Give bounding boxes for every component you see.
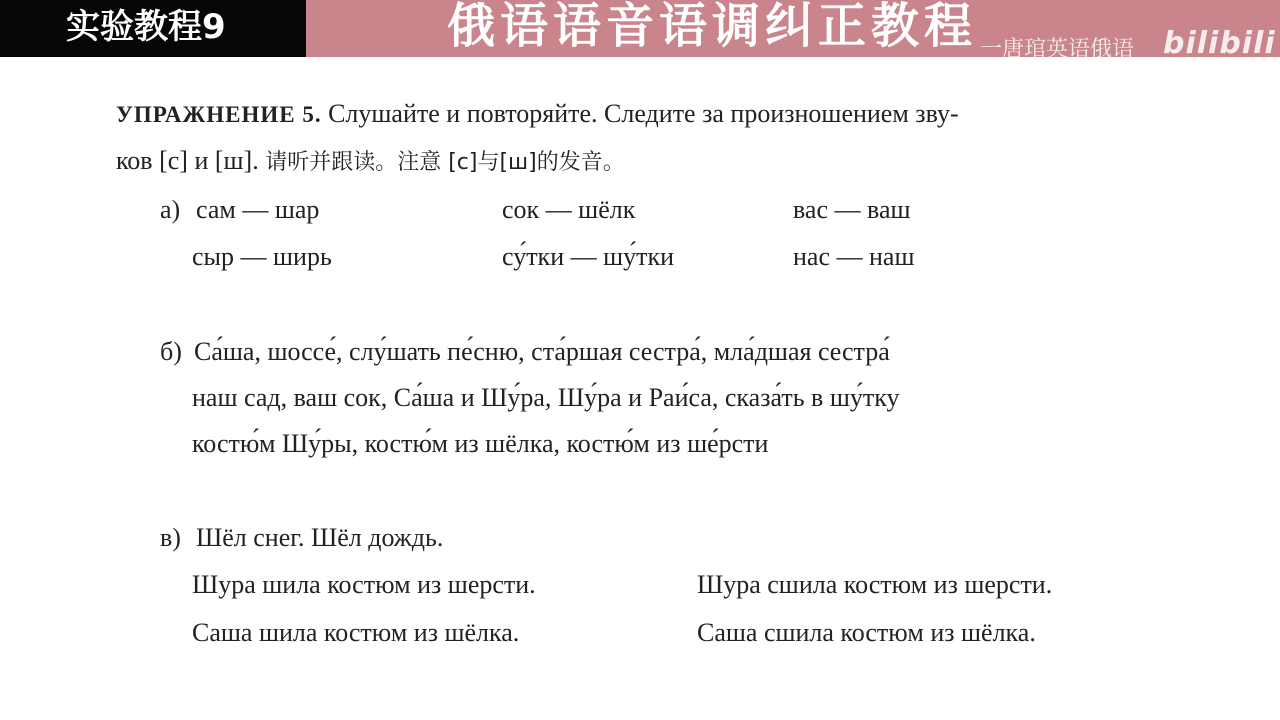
word-pair: сыр — ширь (192, 242, 332, 271)
instruction-chinese: 请听并跟读。注意 [с]与[ш]的发音。 (265, 150, 625, 175)
sentence-line: Саша шила костюм из шёлка. (192, 618, 520, 647)
sentence-line: Шура сшила костюм из шерсти. (697, 570, 1053, 599)
video-header-bar (0, 0, 1280, 62)
word-pair: вас — ваш (793, 195, 911, 224)
sentence-line: Шёл снег. Шёл дождь. (196, 523, 444, 552)
exercise-label: УПРАЖНЕНИЕ 5. (116, 102, 322, 127)
bilibili-logo: bilibili (1163, 26, 1276, 61)
exercise-instruction-line-2 (116, 146, 625, 178)
course-title: 俄语语音语调纠正教程 (447, 0, 978, 54)
exercise-instruction-line-1 (116, 99, 959, 130)
part-a-marker: а) (160, 195, 181, 224)
part-c-marker: в) (160, 523, 181, 552)
sentence-line: Саша сшила костюм из шёлка. (697, 618, 1036, 647)
instruction-sounds: ков [с] и [ш]. (116, 146, 259, 175)
word-pair: сам — шар (196, 195, 320, 224)
part-b-marker: б) (160, 337, 182, 366)
word-pair: су́тки — шу́тки (502, 242, 675, 271)
phrase-line: костю́м Шу́ры, костю́м из шёлка, костю́м из ше́рсти (192, 429, 769, 458)
instruction-text: Слушайте и повторяйте. Следите за произношением зву- (328, 99, 959, 128)
lesson-number-badge: 实验教程9 (0, 0, 306, 57)
channel-watermark: 一唐琯英语俄语 (980, 37, 1135, 62)
sentence-line: Шура шила костюм из шерсти. (192, 570, 536, 599)
phrase-line: Са́ша, шоссе́, слу́шать пе́сню, ста́ршая сестра́, мла́дшая сестра́ (194, 337, 890, 366)
word-pair: нас — наш (793, 242, 915, 271)
word-pair: сок — шёлк (502, 195, 636, 224)
phrase-line: наш сад, ваш сок, Са́ша и Шу́ра, Шу́ра и Раи́са, сказа́ть в шу́тку (192, 383, 900, 412)
